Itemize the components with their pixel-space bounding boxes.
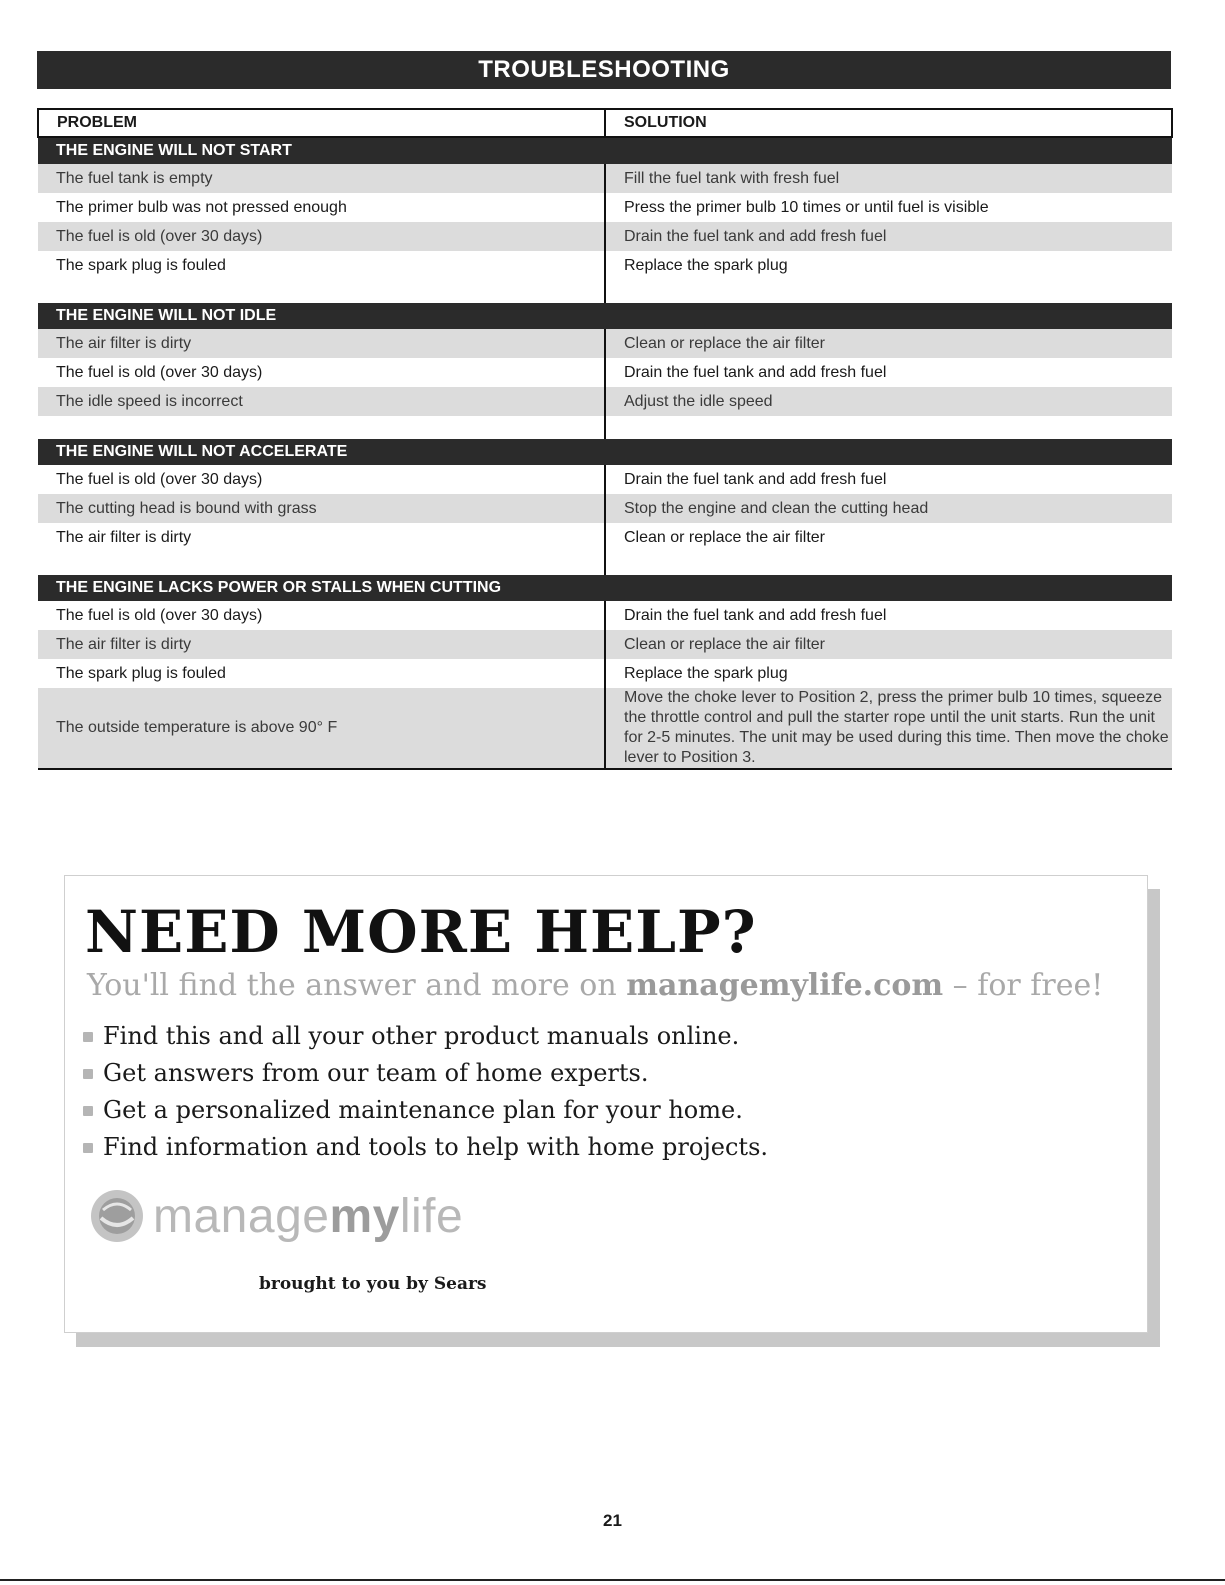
problem-cell: The fuel is old (over 30 days): [38, 358, 605, 387]
problem-cell: The fuel tank is empty: [38, 164, 605, 193]
table-row: [38, 601, 1172, 630]
section-header: [38, 137, 1172, 164]
table-row: [38, 688, 1172, 769]
solution-cell: Drain the fuel tank and add fresh fuel: [624, 470, 887, 488]
problem-cell: The air filter is dirty: [38, 523, 605, 552]
table-row: [38, 358, 1172, 387]
list-item-text: Get answers from our team of home experts.: [103, 1059, 649, 1087]
solution-cell: Stop the engine and clean the cutting head: [605, 494, 1172, 523]
help-subtitle-site: managemylife.com: [626, 968, 944, 1003]
bottom-divider: [0, 1579, 1225, 1581]
section-title: THE ENGINE WILL NOT ACCELERATE: [38, 439, 605, 465]
problem-cell: The air filter is dirty: [38, 329, 605, 358]
troubleshooting-table: [37, 108, 1173, 770]
solution-cell: Clean or replace the air filter: [605, 630, 1172, 659]
problem-cell: The spark plug is fouled: [38, 251, 605, 280]
problem-cell: The air filter is dirty: [38, 630, 605, 659]
logo-part-life: life: [399, 1189, 464, 1243]
table-row: [38, 193, 1172, 222]
table-row: [38, 329, 1172, 358]
bullet-icon: [83, 1032, 93, 1042]
troubleshooting-banner: [37, 51, 1171, 89]
brought-by-sears: brought to you by Sears: [259, 1274, 487, 1294]
problem-cell: The fuel is old (over 30 days): [38, 465, 605, 494]
problem-cell: The outside temperature is above 90° F: [38, 688, 605, 769]
problem-column-header: PROBLEM: [38, 109, 605, 137]
list-item: [83, 1129, 768, 1166]
solution-cell: Drain the fuel tank and add fresh fuel: [624, 606, 887, 624]
banner-title: TROUBLESHOOTING: [478, 56, 730, 83]
solution-column-header: SOLUTION: [605, 109, 1172, 137]
table-row: [38, 659, 1172, 688]
problem-cell: The primer bulb was not pressed enough: [38, 193, 605, 222]
solution-cell: Replace the spark plug: [624, 256, 788, 274]
page-number: 21: [603, 1511, 622, 1530]
problem-cell: The idle speed is incorrect: [38, 387, 605, 416]
solution-cell: Replace the spark plug: [624, 664, 788, 682]
list-item: [83, 1055, 768, 1092]
help-title: NEED MORE HELP?: [85, 898, 757, 966]
managemylife-logo: [89, 1188, 463, 1244]
table-row: [38, 630, 1172, 659]
list-item-text: Get a personalized maintenance plan for your home.: [103, 1096, 743, 1124]
list-item: [83, 1018, 768, 1055]
list-item-text: Find information and tools to help with home projects.: [103, 1133, 769, 1161]
globe-icon: [89, 1188, 145, 1244]
logo-wordmark: [153, 1189, 463, 1244]
section-header: [38, 575, 1172, 601]
help-subtitle-prefix: You'll find the answer and more on: [87, 968, 627, 1003]
section-title: THE ENGINE WILL NOT IDLE: [38, 303, 605, 329]
list-item: [83, 1092, 768, 1129]
table-row: [38, 222, 1172, 251]
help-subtitle-suffix: – for free!: [943, 968, 1104, 1003]
section-title: THE ENGINE WILL NOT START: [38, 137, 605, 164]
table-row: [38, 465, 1172, 494]
table-row: [38, 494, 1172, 523]
logo-part-my: my: [329, 1189, 400, 1243]
spacer-row: [38, 552, 1172, 575]
logo-part-manage: manage: [153, 1189, 330, 1243]
solution-cell: Clean or replace the air filter: [624, 528, 825, 546]
solution-cell: Move the choke lever to Position 2, press the primer bulb 10 times, squeeze the throttle control and pull the starter rope until the unit starts. Run the unit for 2-5 minutes. The unit may be used during this time. Then move the choke lever to Position 3.: [605, 688, 1172, 769]
bullet-icon: [83, 1106, 93, 1116]
table-row: [38, 387, 1172, 416]
table-header-row: [38, 109, 1172, 137]
table-row: [38, 164, 1172, 193]
bullet-icon: [83, 1143, 93, 1153]
solution-cell: Drain the fuel tank and add fresh fuel: [605, 222, 1172, 251]
table-row: [38, 251, 1172, 280]
help-subtitle: [87, 968, 1103, 1003]
need-more-help-box: [64, 875, 1148, 1333]
section-title: THE ENGINE LACKS POWER OR STALLS WHEN CUTTING: [38, 575, 605, 601]
solution-cell: Adjust the idle speed: [605, 387, 1172, 416]
bullet-icon: [83, 1069, 93, 1079]
solution-cell: Press the primer bulb 10 times or until fuel is visible: [624, 198, 989, 216]
table-row: [38, 523, 1172, 552]
problem-cell: The cutting head is bound with grass: [38, 494, 605, 523]
problem-cell: The fuel is old (over 30 days): [38, 222, 605, 251]
list-item-text: Find this and all your other product manuals online.: [103, 1022, 740, 1050]
section-header: [38, 303, 1172, 329]
solution-cell: Drain the fuel tank and add fresh fuel: [624, 363, 887, 381]
solution-cell: Clean or replace the air filter: [605, 329, 1172, 358]
spacer-row: [38, 280, 1172, 303]
section-header: [38, 439, 1172, 465]
problem-cell: The fuel is old (over 30 days): [38, 601, 605, 630]
solution-cell: Fill the fuel tank with fresh fuel: [605, 164, 1172, 193]
problem-cell: The spark plug is fouled: [38, 659, 605, 688]
help-benefits-list: [83, 1018, 768, 1166]
spacer-row: [38, 416, 1172, 439]
